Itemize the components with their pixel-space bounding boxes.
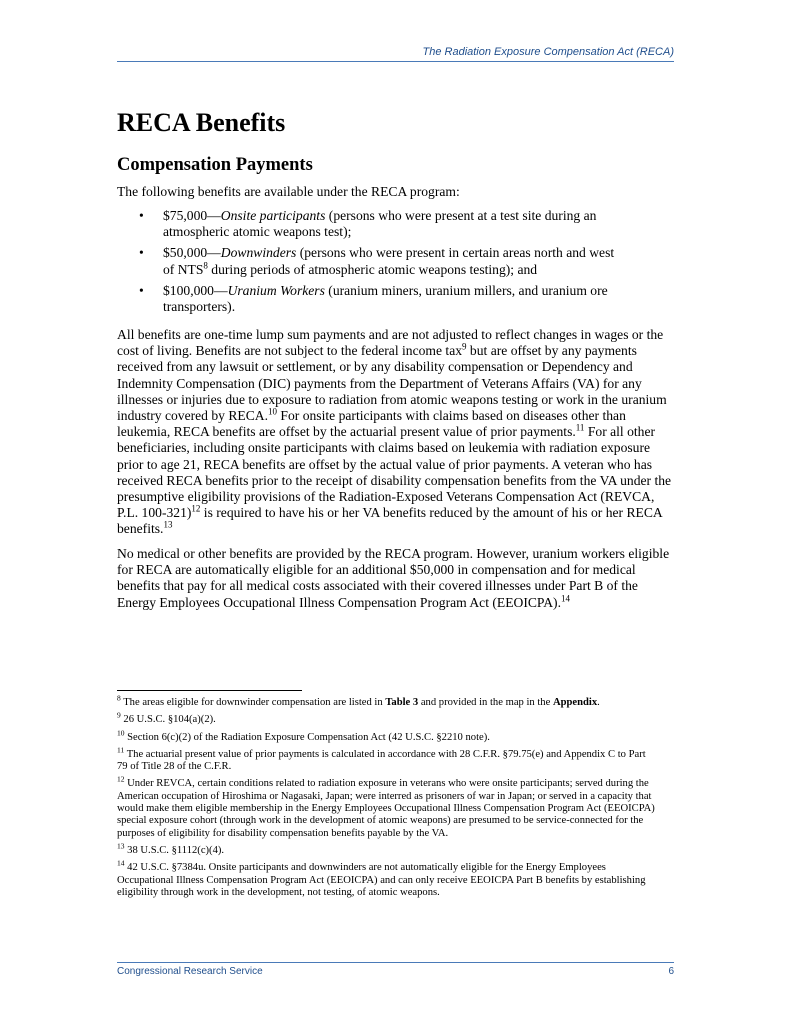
benefit-term: Onsite participants xyxy=(220,208,326,223)
footnote-ref[interactable]: 13 xyxy=(163,519,173,530)
footnote-text: 42 U.S.C. §7384u. Onsite participants and downwinders are not automatically eligible for the Energy Employees Occupational Illness Compensation Program Act (EEOICPA) and can only receive EEOICPA Part B benefits by establishing eligibility through work in the development, not testing, of atomic weapons. xyxy=(117,862,646,898)
text-run: but are offset by any payments received from any lawsuit or settlement, or by any disability compensation or Dependency and Indemnity Compensation (DIC) payments from the Department of Veterans Affairs (VA) for any illnesses or injuries due to exposure to radiation from atomic weapons testing or work in the uranium industry covered by RECA. xyxy=(117,343,667,424)
benefits-list xyxy=(117,208,674,320)
header-rule xyxy=(117,61,674,62)
benefit-term: Uranium Workers xyxy=(227,282,325,298)
text-run: For onsite participants with claims based on diseases other than leukemia, RECA benefits are offset by the actuarial present value of prior payments. xyxy=(117,408,626,440)
footnote-text: . xyxy=(597,697,600,708)
footnote-number: 11 xyxy=(117,745,125,755)
footnote-text: The areas eligible for downwinder compensation are listed in xyxy=(120,697,386,708)
footnotes xyxy=(117,693,657,904)
benefit-amount: $75,000— xyxy=(163,208,221,223)
footnote-text: 38 U.S.C. §1112(c)(4). xyxy=(124,844,225,856)
benefit-term: Downwinders xyxy=(220,245,297,261)
benefit-description: during periods of atmospheric atomic weapons testing); and xyxy=(207,261,538,277)
footnote-text: 26 U.S.C. §104(a)(2). xyxy=(120,714,216,726)
footnote-number: 10 xyxy=(117,728,125,738)
footnote-number: 8 xyxy=(117,693,121,703)
footnote-number: 12 xyxy=(117,774,125,784)
subsection-heading: Compensation Payments xyxy=(117,155,313,175)
list-item xyxy=(117,283,674,315)
medical-benefits-paragraph xyxy=(117,546,674,611)
text-run: For all other beneficiaries, including onsite participants with claims based on leukemia with radiation exposure prior to age 21, RECA benefits are offset by the actual value of prior payments. A veteran who has received RECA benefits prior to the receipt of disability compensation benefits from the VA under the presumptive eligibility provisions of the Radiation-Exposed Veterans Compensation Act (REVCA, P.L. 100-321) xyxy=(117,424,672,521)
bullet-icon: • xyxy=(139,282,144,298)
footnote xyxy=(117,693,657,709)
footnote xyxy=(117,774,657,839)
page-number: 6 xyxy=(668,966,674,977)
text-run: is required to have his or her VA benefits reduced by the amount of his or her RECA benefits. xyxy=(117,505,662,537)
text-run: All benefits are one-time lump sum payments and are not adjusted to reflect changes in wages or the cost of living. Benefits are not subject to the federal income tax xyxy=(117,327,664,359)
offset-paragraph xyxy=(117,327,674,538)
footnote-number: 13 xyxy=(117,841,125,851)
footnote-ref[interactable]: 14 xyxy=(561,593,570,604)
footnote-ref[interactable]: 10 xyxy=(268,406,278,417)
text-run: No medical or other benefits are provided by the RECA program. However, uranium workers eligible for RECA are automatically eligible for an additional $50,000 in compensation and for medical benefits that pay for all medical costs associated with their covered illnesses under Part B of the Energy Employees Occupational Illness Compensation Program Act (EEOICPA). xyxy=(117,546,670,610)
running-header: The Radiation Exposure Compensation Act (RECA) xyxy=(422,46,674,58)
list-item xyxy=(117,245,674,277)
footnote xyxy=(117,728,657,744)
footnote-number: 14 xyxy=(117,858,125,868)
footnote xyxy=(117,710,657,726)
benefit-description: (uranium miners, uranium millers, and uranium ore transporters). xyxy=(163,282,608,315)
footnote-text: The actuarial present value of prior payments is calculated in accordance with 28 C.F.R. §79.75(e) and Appendix C to Part 79 of Title 28 of the C.F.R. xyxy=(117,748,646,773)
bullet-icon: • xyxy=(139,208,144,223)
footnote-text: and provided in the map in the xyxy=(418,697,553,708)
footer-publisher: Congressional Research Service xyxy=(117,966,263,977)
section-heading: RECA Benefits xyxy=(117,108,286,137)
list-item xyxy=(117,208,674,240)
footnote xyxy=(117,858,657,899)
benefit-amount: $50,000— xyxy=(163,245,221,261)
footnote xyxy=(117,841,657,857)
footnote xyxy=(117,745,657,774)
footnote-link[interactable]: Appendix xyxy=(552,697,598,708)
footnote-text: Section 6(c)(2) of the Radiation Exposure Compensation Act (42 U.S.C. §2210 note). xyxy=(124,731,490,743)
bullet-icon: • xyxy=(139,245,144,261)
footer-rule xyxy=(117,962,674,963)
footnote-ref[interactable]: 12 xyxy=(191,503,201,514)
footnote-link[interactable]: Table 3 xyxy=(385,697,419,708)
benefit-description: (persons who were present at a test site during an atmospheric atomic weapons test); xyxy=(163,208,597,240)
footnote-ref[interactable]: 8 xyxy=(203,260,208,271)
benefit-description: (persons who were present in certain areas north and west of NTS xyxy=(163,245,615,277)
footnote-ref[interactable]: 11 xyxy=(575,422,585,433)
footnote-ref[interactable]: 9 xyxy=(462,341,467,352)
footnote-rule xyxy=(117,690,302,691)
intro-paragraph: The following benefits are available under the RECA program: xyxy=(117,184,460,199)
footnote-number: 9 xyxy=(117,710,121,720)
footnote-text: Under REVCA, certain conditions related to radiation exposure in veterans who were onsite participants; served during the American occupation of Hiroshima or Nagasaki, Japan; were interred as prisoners of war in Japan; or served in a capacity that would make them eligible membership in the Energy Employees Occupational Illness Compensation Program Act (EEOICPA) special exposure cohort (through work in the development of atomic weapons) are presumed to be service-connected for the purposes of eligibility for disability compensation benefits payable by the VA. xyxy=(117,778,655,839)
benefit-amount: $100,000— xyxy=(163,282,228,298)
